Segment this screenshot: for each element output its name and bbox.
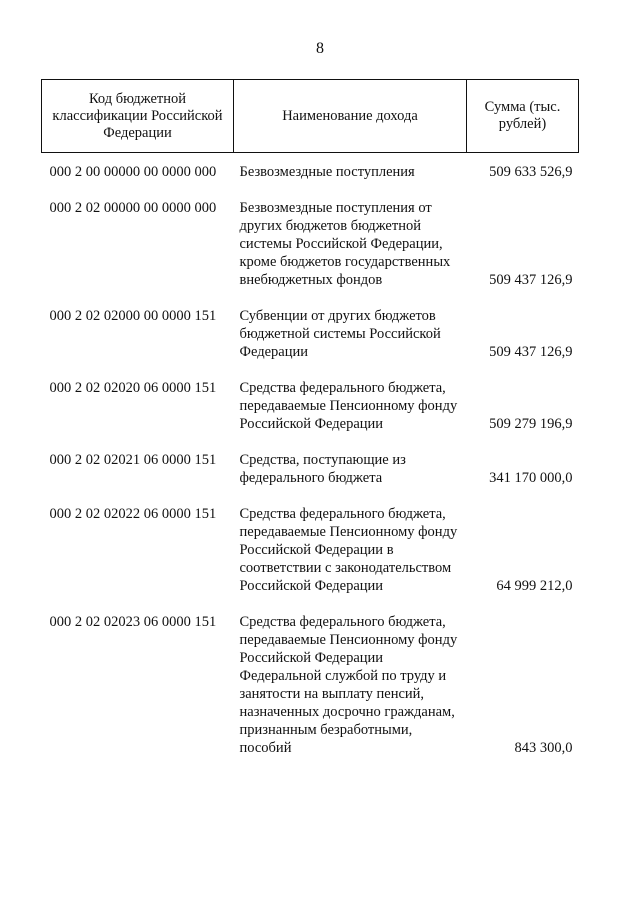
row-code: 000 2 02 02023 06 0000 151 (49, 614, 217, 630)
row-name: Средства федерального бюджета, передаваемые Пенсионному фонду Российской Федерации в соответствии с законодательством Российской Федерации (239, 506, 458, 594)
page-number: 8 (316, 40, 324, 57)
row-name: Средства федерального бюджета, передаваемые Пенсионному фонду Российской Федерации Федеральной службой по труду и занятости на выплату пенсий, назначенных досрочно гражданам, признанным безработными, пособий (239, 614, 458, 756)
row-name: Средства, поступающие из федерального бюджета (239, 452, 406, 486)
table-row (42, 153, 579, 200)
row-amount: 843 300,0 (514, 740, 573, 756)
table-row (42, 505, 579, 613)
header-amount: Сумма (тыс. рублей) (467, 80, 579, 153)
table-row (42, 613, 579, 775)
row-code: 000 2 02 02022 06 0000 151 (49, 506, 217, 522)
header-name: Наименование дохода (234, 80, 467, 153)
row-code: 000 2 00 00000 00 0000 000 (49, 164, 217, 180)
row-name: Безвозмездные поступления от других бюджетов бюджетной системы Российской Федерации, кроме бюджетов государственных внебюджетных фондов (239, 200, 451, 288)
row-name: Средства федерального бюджета, передаваемые Пенсионному фонду Российской Федерации (239, 380, 458, 432)
table-row (42, 307, 579, 379)
table-row (42, 379, 579, 451)
row-amount: 64 999 212,0 (496, 578, 573, 594)
header-code: Код бюджетной классификации Российской Федерации (42, 80, 234, 153)
table-header (42, 80, 579, 153)
row-code: 000 2 02 02021 06 0000 151 (49, 452, 217, 468)
row-code: 000 2 02 02020 06 0000 151 (49, 380, 217, 396)
table-row (42, 199, 579, 307)
table-row (42, 451, 579, 505)
row-amount: 509 633 526,9 (489, 164, 573, 180)
row-amount: 509 279 196,9 (489, 416, 573, 432)
row-amount: 509 437 126,9 (489, 272, 573, 288)
row-name: Субвенции от других бюджетов бюджетной системы Российской Федерации (239, 308, 441, 360)
row-amount: 341 170 000,0 (489, 470, 573, 486)
row-code: 000 2 02 00000 00 0000 000 (49, 200, 217, 216)
row-amount: 509 437 126,9 (489, 344, 573, 360)
row-code: 000 2 02 02000 00 0000 151 (49, 308, 217, 324)
revenue-table (41, 79, 579, 775)
row-name: Безвозмездные поступления (239, 164, 415, 180)
